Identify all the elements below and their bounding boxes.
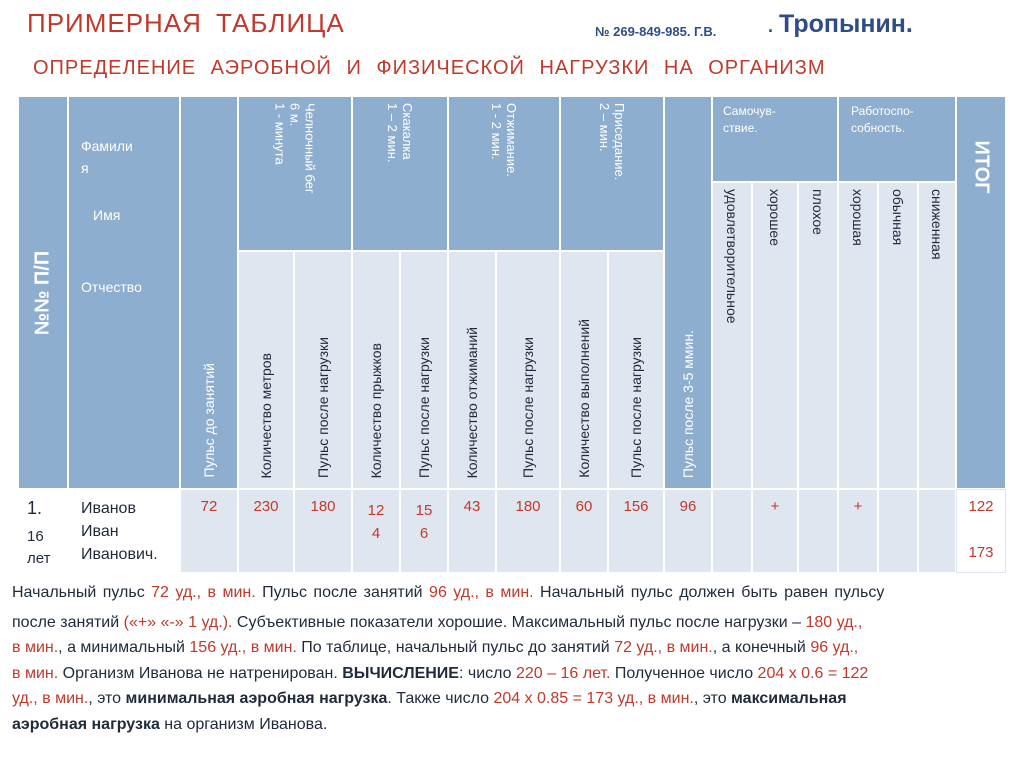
header-jump-rope [352, 96, 448, 251]
shuttle-title: Челночный бег [302, 103, 318, 194]
text-initial-pulse: Начальный пульс [12, 584, 152, 601]
wellbeing-title: Самочув-ствие. [723, 104, 776, 135]
cell-workability-normal [878, 489, 918, 573]
value-pushups: 43 [463, 498, 481, 515]
squats-title: Приседание. [612, 103, 627, 181]
text-final-label: , а конечный [712, 639, 811, 656]
text-subjective: Субъективные показатели хорошие. Максимальный пульс после нагрузки – [232, 613, 806, 631]
workability-reduced-label: сниженная [929, 189, 945, 260]
rope-title: Скакалка [400, 103, 415, 160]
cell-squats [560, 489, 608, 573]
row-patronymic: Иванович. [81, 546, 158, 563]
page-subtitle: ОПРЕДЕЛЕНИЕ АЭРОБНОЙ И ФИЗИЧЕСКОЙ НАГРУЗКИ НА ОРГАНИЗМ [33, 57, 826, 79]
text-not-trained: Организм Иванова не натренирован. [58, 664, 343, 682]
shuttle-distance: 6 м. [287, 103, 303, 127]
subheader-reps [560, 251, 608, 489]
text-initial-pulse-value: 72 уд., в мин. [151, 584, 256, 601]
row-firstname: Иван [81, 523, 119, 540]
row-number-cell [18, 489, 68, 573]
pushups-count-label: Количество отжиманий [464, 326, 480, 478]
text-on-organism: на организм Иванова. [159, 715, 328, 733]
subheader-squats-pulse [608, 251, 664, 489]
pulse-3-5-label: Пульс после 3-5 ммин. [680, 329, 696, 478]
header-squats [560, 96, 664, 251]
cell-pushups-pulse [496, 489, 560, 573]
cell-shuttle-pulse [294, 489, 352, 573]
rope-pulse-label: Пульс после нагрузки [416, 337, 432, 478]
text-aerobic-load: аэробная нагрузка [12, 715, 160, 733]
value-pulse-3-5: 96 [679, 498, 697, 515]
rope-duration: 1 – 2 мин. [385, 103, 400, 163]
header-surname-part2: я [81, 160, 89, 176]
squats-pulse-label: Пульс после нагрузки [628, 337, 644, 478]
value-total-min: 122 [968, 498, 994, 515]
text-final-pulse: 96 уд., [810, 639, 859, 656]
cell-total [956, 489, 1006, 573]
row-surname: Иванов [81, 500, 136, 517]
value-pulse-before: 72 [200, 498, 218, 515]
shuttle-duration: 1 - минута [272, 103, 288, 165]
value-workability-good: + [853, 498, 863, 515]
cell-squats-pulse [608, 489, 664, 573]
header-pushups [448, 96, 560, 251]
header-shuttle-run [238, 96, 352, 251]
cell-meters [238, 489, 294, 573]
text-start-pulse: 72 уд., в мин. [614, 639, 713, 656]
cell-workability-reduced [918, 489, 956, 573]
pushups-pulse-label: Пульс после нагрузки [520, 337, 536, 478]
header-pulse-before [180, 96, 238, 489]
cell-rope-pulse [400, 489, 448, 573]
jumps-label: Количество прыжков [368, 342, 384, 478]
value-pushups-pulse: 180 [515, 498, 541, 515]
explanation-line-1 [12, 580, 1012, 606]
title-word-1: ПРИМЕРНАЯ [27, 8, 202, 38]
wellbeing-option-good [752, 182, 798, 489]
author-name: . Тропынин. [768, 10, 913, 38]
text-min-pulse: 156 уд., в мин. [189, 639, 297, 656]
author-label: Тропынин. [779, 10, 913, 38]
header-firstname: Имя [93, 207, 121, 223]
title-word-2: ТАБЛИЦА [215, 8, 345, 38]
value-total-max: 173 [968, 544, 994, 561]
subheader-jumps [352, 251, 400, 489]
header-total [956, 96, 1006, 489]
text-max-pulse: 180 уд., [805, 613, 863, 631]
cell-wellbeing-satisfactory [712, 489, 752, 573]
workability-normal-label: обычная [890, 189, 906, 246]
cell-wellbeing-good [752, 489, 798, 573]
cell-pulse-3-5 [664, 489, 712, 573]
cell-jumps [352, 489, 400, 573]
wellbeing-poor-label: плохое [810, 189, 826, 235]
explanation-text [12, 580, 1012, 737]
wellbeing-option-poor [798, 182, 838, 489]
document-number: № 269-849-985. Г.В. [595, 24, 717, 39]
text-pulse-after: Пульс после занятий [255, 584, 430, 601]
wellbeing-good-label: хорошее [767, 189, 783, 247]
pushups-title: Отжимание. [504, 103, 519, 177]
text-min-aerobic: минимальная аэробная нагрузка [125, 690, 388, 707]
header-wellbeing [712, 96, 838, 182]
header-pulse-3-5 [664, 96, 712, 489]
text-this-is-2: , это [693, 690, 732, 707]
text-min-label: , а минимальный [58, 639, 190, 656]
reps-label: Количество выполнений [576, 319, 592, 478]
text-calculation-label: ВЫЧИСЛЕНИЕ [342, 664, 459, 682]
value-meters: 230 [253, 498, 279, 515]
explanation-line-4 [12, 661, 1012, 687]
header-full-name [68, 96, 180, 489]
header-surname-part1: Фамили [81, 138, 133, 154]
subheader-meters [238, 251, 294, 489]
text-min-formula: 204 х 0.6 = 122 [757, 664, 869, 682]
value-shuttle-pulse: 180 [310, 498, 336, 515]
explanation-line-6 [12, 712, 1012, 738]
text-max-label: максимальная [731, 690, 847, 707]
squats-duration: 2 – мин. [597, 103, 612, 152]
text-by-table: По таблице, начальный пульс до занятий [296, 639, 615, 656]
subheader-rope-pulse [400, 251, 448, 489]
cell-wellbeing-poor [798, 489, 838, 573]
subheader-pushups-pulse [496, 251, 560, 489]
header-patronymic: Отчество [81, 279, 142, 295]
pushups-duration: 1 - 2 мин. [489, 103, 504, 160]
wellbeing-option-satisfactory [712, 182, 752, 489]
cell-pushups [448, 489, 496, 573]
workability-title: Работоспо-собность. [851, 104, 914, 135]
text-tolerance: («+» «-» 1 уд.). [123, 613, 233, 631]
value-wellbeing-good: + [770, 498, 780, 515]
text-per-min-2: в мин. [12, 664, 59, 682]
explanation-line-5 [12, 686, 1012, 712]
cell-workability-good [838, 489, 878, 573]
subheader-shuttle-pulse [294, 251, 352, 489]
cell-pulse-before [180, 489, 238, 573]
text-result-label: Полученное число [610, 664, 758, 682]
pulse-before-label: Пульс до занятий [201, 363, 217, 478]
value-squats: 60 [575, 498, 593, 515]
workability-option-good [838, 182, 878, 489]
header-workability [838, 96, 956, 182]
explanation-line-2 [12, 610, 1012, 636]
workability-option-reduced [918, 182, 956, 489]
text-rule: Начальный пульс должен быть равен пульсу [533, 584, 885, 601]
value-squats-pulse: 156 [623, 498, 649, 515]
value-rope-pulse: 156 [415, 502, 433, 542]
row-name-cell [68, 489, 180, 573]
text-age-formula: 220 – 16 лет. [516, 664, 611, 682]
text-after-classes: после занятий [12, 613, 124, 631]
text-per-min-1: в мин. [12, 639, 59, 656]
page-title [27, 8, 345, 39]
header-row-number [18, 96, 68, 489]
text-per-min-3: уд., в мин. [12, 690, 89, 707]
wellbeing-satisfactory-label: удовлетворительное [724, 189, 740, 324]
total-label: ИТОГ [970, 140, 993, 194]
text-number-label: : число [458, 664, 516, 682]
row-number: 1. [27, 498, 43, 518]
workability-good-label: хорошая [850, 189, 866, 246]
subheader-pushups [448, 251, 496, 489]
row-age: 16 лет [27, 528, 51, 567]
text-max-formula: 204 х 0.85 = 173 уд., в мин. [493, 690, 694, 707]
row-number-header-label: №№ П/П [31, 250, 54, 335]
workability-option-normal [878, 182, 918, 489]
text-this-is-1: , это [88, 690, 126, 707]
text-pulse-after-value: 96 уд., в мин. [429, 584, 534, 601]
text-also-number: . Также число [387, 690, 494, 707]
value-jumps: 124 [367, 502, 385, 542]
explanation-line-3 [12, 635, 1012, 661]
meters-label: Количество метров [258, 352, 274, 478]
shuttle-pulse-label: Пульс после нагрузки [315, 337, 331, 478]
